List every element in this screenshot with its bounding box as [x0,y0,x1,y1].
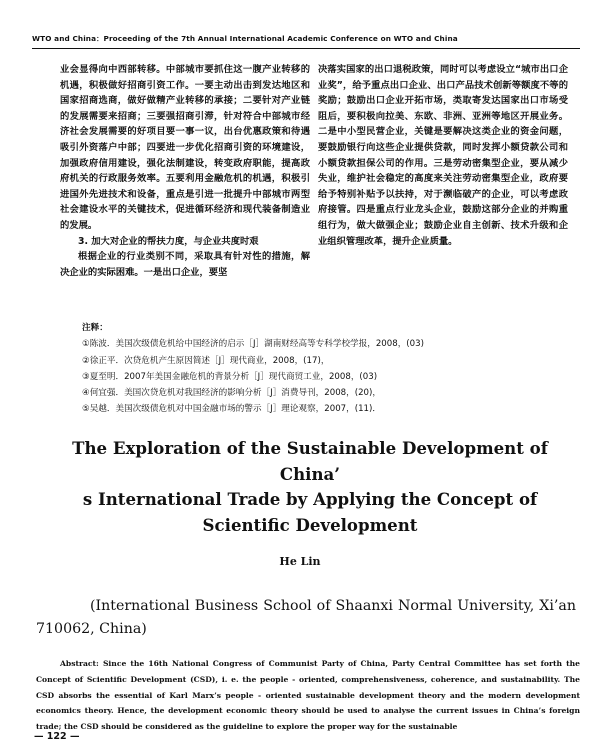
paper-title [60,436,560,538]
right-column [318,62,568,249]
note-item: ④何宜强．美国次贷危机对我国经济的影响分析［J］消费导刊，2008，(20)， [82,388,381,399]
page-number: — 122 — [34,731,80,742]
title-line: s International Trade by Applying the Concept of [82,489,538,509]
left-subheading: 3. 加大对企业的帮扶力度，与企业共度时艰 [78,235,259,247]
abstract-text: Since the 16th National Congress of Communist Party of China, Party Central Committee has set forth the Concept of Scientific Development (CSD), i. e. the people - oriented, comprehensiveness, coherence, and sustainability. The CSD absorbs the essential of Karl Marx’s people - oriented sustainable development theory and the modern development economics theory. Hence, the development economic theory should be used to analyse the current issues in China’s foreign trade; the CSD should be considered as the guideline to explore the proper way for the sustainable [36,659,580,732]
author-name: He Lin [279,555,321,568]
running-header: WTO and China：Proceeding of the 7th Annual International Academic Conference on WTO and China [32,34,580,49]
notes-section [82,320,582,418]
title-line: The Exploration of the Sustainable Development of China’ [72,438,548,484]
notes-heading: 注释： [82,323,108,333]
abstract [36,656,580,735]
note-item: ⑤吴越．美国次级债危机对中国金融市场的警示［J］理论观察，2007，(11)． [82,404,381,415]
author-affiliation: (International Business School of Shaanxi Normal University, Xi’an 710062, China) [36,598,576,637]
right-paragraph-1: 决落实国家的出口退税政策，同时可以考虑设立“城市出口企业奖”，给予重点出口企业、出口产品技术创新等额度不等的奖励；鼓励出口企业开拓市场，类取寄发达国家出口市场受阻后，要积极向拉美、东欧、非洲、亚洲等地区开展业务。二是中小型民营企业，关键是要解决这类企业的资金问题，要鼓励银行向这些企业提供贷款，同时发挥小额贷款公司和小额贷款担保公司的作用。三是劳动密集型企业，要从减少失业，维护社会稳定的高度来关注劳动密集型企业，政府要给予特别补贴予以扶持，对于濒临破产的企业，可以考虑政府接管。四是重点行业龙头企业，鼓励这部分企业的并购重组行为，做大做强企业；鼓励企业自主创新、技术升级和企业组织管理改革，提升企业质量。 [318,64,568,247]
note-item: ①陈波．美国次级债危机给中国经济的启示［J］湖南财经高等专科学校学报，2008，(03) [82,339,424,350]
left-column [60,62,310,280]
note-item: ③夏至明．2007年美国金融危机的背景分析［J］现代商贸工业，2008，(03) [82,371,378,382]
title-line: Scientific Development [202,514,418,535]
left-paragraph-1: 业会显得向中西部转移。中部城市要抓住这一腹产业转移的机遇，积极做好招商引资工作。一要主动出击到发达地区和国家招商选商，做好做精产业转移的承接；二要针对产业链的发展需要来招商；三要强招商引滞，针对符合中部城市经济社会发展需要的好项目要一事一议，出台优惠政策和待遇吸引外资落户中部；四要进一步优化招商引资的环境建设，加强政府信用建设，强化法制建设，转变政府职能，提高政府机关的行政服务效率。五要利用金融危机的机遇，积极引进国外先进技术和设备，重点是引进一批提升中部城市两型社会建设水平的关键技术，促进循环经济和现代装备制造业的发展。 [60,64,310,231]
note-item: ②徐正平．次贷危机产生原因简述［J］现代商业，2008，(17)， [82,355,330,366]
left-paragraph-2: 根据企业的行业类别不同，采取具有针对性的措施，解决企业的实际困难。一是出口企业，要坚 [60,251,310,278]
abstract-label: Abstract: [60,659,99,668]
